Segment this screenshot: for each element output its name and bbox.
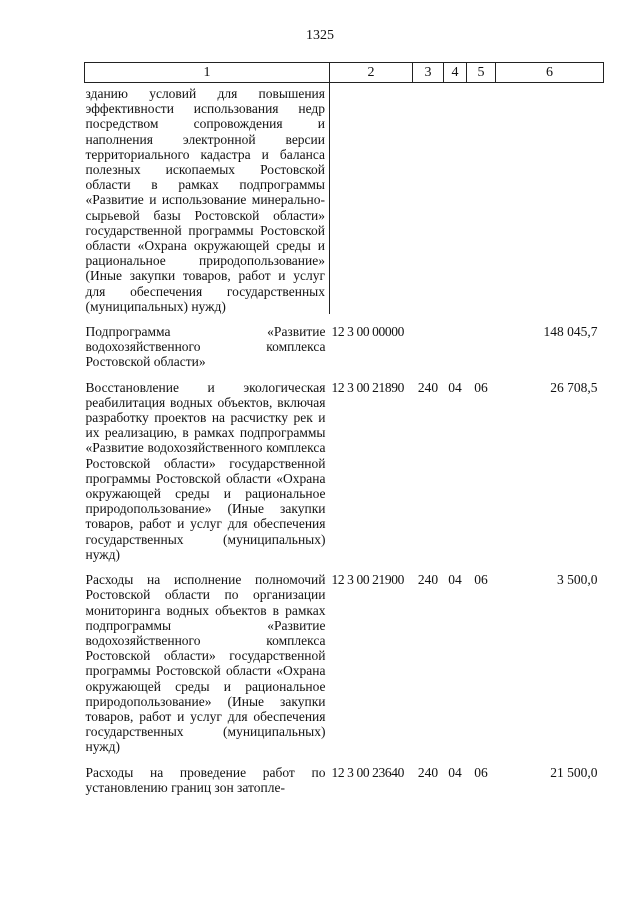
table-row	[85, 314, 604, 370]
table-header	[85, 63, 604, 83]
header-cell-5: 5	[467, 63, 496, 83]
row-code: 12 3 00 00000	[331, 324, 404, 340]
header-cell-3: 3	[413, 63, 444, 83]
row-vr: 240	[417, 379, 439, 395]
row-code	[330, 83, 413, 315]
row-amount: 26 708,5	[550, 379, 598, 395]
row-description: Восстановление и экологическая реабилитация водных объектов, включая разработку проектов на расчистку рек и их реализацию, в рамках подпрограммы «Развитие водохозяйственного комплекса Ростовской области» государственной программы Ростовской области «Охрана окружающей среды и рациональное природопользование» (Иные закупки товаров, работ и услуг для обеспечения государственных (муниципальных) нужд)	[85, 379, 326, 562]
table-body	[85, 83, 604, 795]
row-pr	[467, 314, 496, 370]
row-description: Расходы на проведение работ по установлению границ зон затопле-	[85, 764, 326, 795]
budget-table	[84, 62, 604, 795]
row-amount: 3 500,0	[557, 572, 598, 588]
row-amount: 21 500,0	[550, 764, 598, 780]
row-rz: 04	[448, 572, 462, 588]
row-vr: 240	[417, 764, 439, 780]
table-row	[85, 562, 604, 754]
table-row	[85, 370, 604, 562]
header-row	[85, 63, 604, 83]
row-vr: 240	[417, 572, 439, 588]
row-code: 12 3 00 21890	[331, 379, 404, 395]
row-code: 12 3 00 21900	[331, 572, 404, 588]
row-vr	[413, 314, 444, 370]
header-cell-4: 4	[444, 63, 467, 83]
row-rz	[444, 314, 467, 370]
row-rz: 04	[448, 379, 462, 395]
row-amount: 148 045,7	[543, 324, 598, 340]
row-amount	[496, 83, 604, 315]
row-rz: 04	[448, 764, 462, 780]
page-number: 1325	[306, 28, 334, 43]
row-pr: 06	[474, 764, 488, 780]
row-pr: 06	[474, 572, 488, 588]
row-vr	[413, 83, 444, 315]
header-cell-2: 2	[330, 63, 413, 83]
table-row	[85, 755, 604, 795]
row-description: зданию условий для повышения эффективности использования недр посредством сопровождения и наполнения электронной версии территориального кадастра и баланса полезных ископаемых Ростовской области в рамках подпрограммы «Развитие и использование минерально-сырьевой базы Ростовской области» государственной программы Ростовской области «Охрана окружающей среды и рациональное природопользование» (Иные закупки товаров, работ и услуг для обеспечения государственных (муниципальных) нужд)	[85, 86, 325, 314]
row-rz	[444, 83, 467, 315]
row-pr	[467, 83, 496, 315]
table-row	[85, 83, 604, 315]
row-description: Подпрограмма «Развитие водохозяйственного комплекса Ростовской области»	[85, 324, 326, 370]
row-code: 12 3 00 23640	[331, 764, 404, 780]
header-cell-1: 1	[85, 63, 330, 83]
row-pr: 06	[474, 379, 488, 395]
row-description: Расходы на исполнение полномочий Ростовской области по организации мониторинга водных объектов в рамках подпрограммы «Развитие водохозяйственного комплекса Ростовской области» государственной программы Ростовской области «Охрана окружающей среды и рациональное природопользование» (Иные закупки товаров, работ и услуг для обеспечения государственных (муниципальных) нужд)	[85, 572, 326, 755]
header-cell-6: 6	[496, 63, 604, 83]
